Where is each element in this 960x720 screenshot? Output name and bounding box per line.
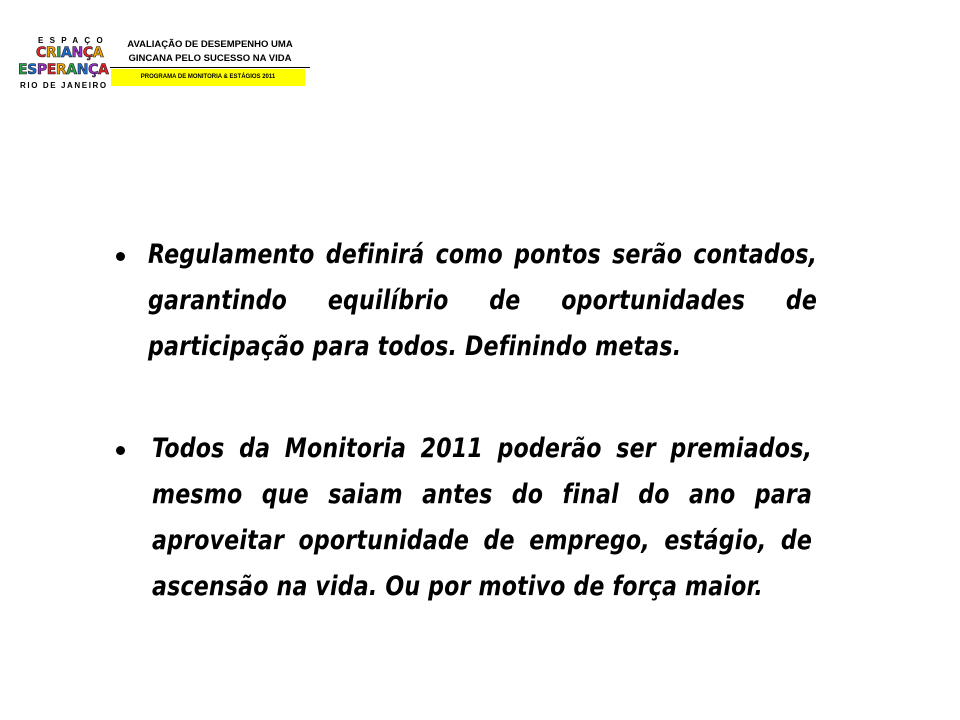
logo-letter: R <box>55 62 67 78</box>
logo-letter: E <box>46 62 56 78</box>
logo-letter: N <box>71 45 83 61</box>
logo-letter: I <box>56 45 62 61</box>
logo-bottom-text: RIO DE JANEIRO <box>20 81 108 90</box>
logo-letter: A <box>61 45 72 61</box>
logo-top-text: ESPAÇO <box>38 36 109 45</box>
bullet-dot-icon <box>116 446 125 455</box>
logo-letter: E <box>18 62 28 78</box>
logo-letter: A <box>66 62 77 78</box>
logo-letter: C <box>36 45 46 61</box>
bullet-dot-icon <box>116 252 125 261</box>
logo-letter: A <box>92 45 104 61</box>
bullet-text: Regulamento definirá como pontos serão contados, garantindo equilíbrio de oportunidades de participação para todos. Definindo metas. <box>148 239 818 362</box>
logo-letter: S <box>27 62 37 78</box>
logo-letter: P <box>36 62 47 78</box>
program-banner: PROGRAMA DE MONITORIA & ESTÁGIOS 2011 <box>111 69 305 86</box>
logo-letter: Ç <box>82 45 93 61</box>
header-title-line1: AVALIAÇÃO DE DESEMPENHO UMA <box>127 39 293 50</box>
logo-letter: A <box>97 62 109 78</box>
header-title-line2: GINCANA PELO SUCESSO NA VIDA <box>110 52 310 68</box>
logo-letter: N <box>76 62 89 78</box>
bullet-text: Todos da Monitoria 2011 poderão ser premiados, mesmo que saiam antes do final do ano para aproveitar oportunidade de emprego, estágio, de ascensão na vida. Ou por motivo de força maior. <box>152 433 813 602</box>
logo-letter: R <box>45 45 57 61</box>
logo-letter: Ç <box>88 62 98 78</box>
